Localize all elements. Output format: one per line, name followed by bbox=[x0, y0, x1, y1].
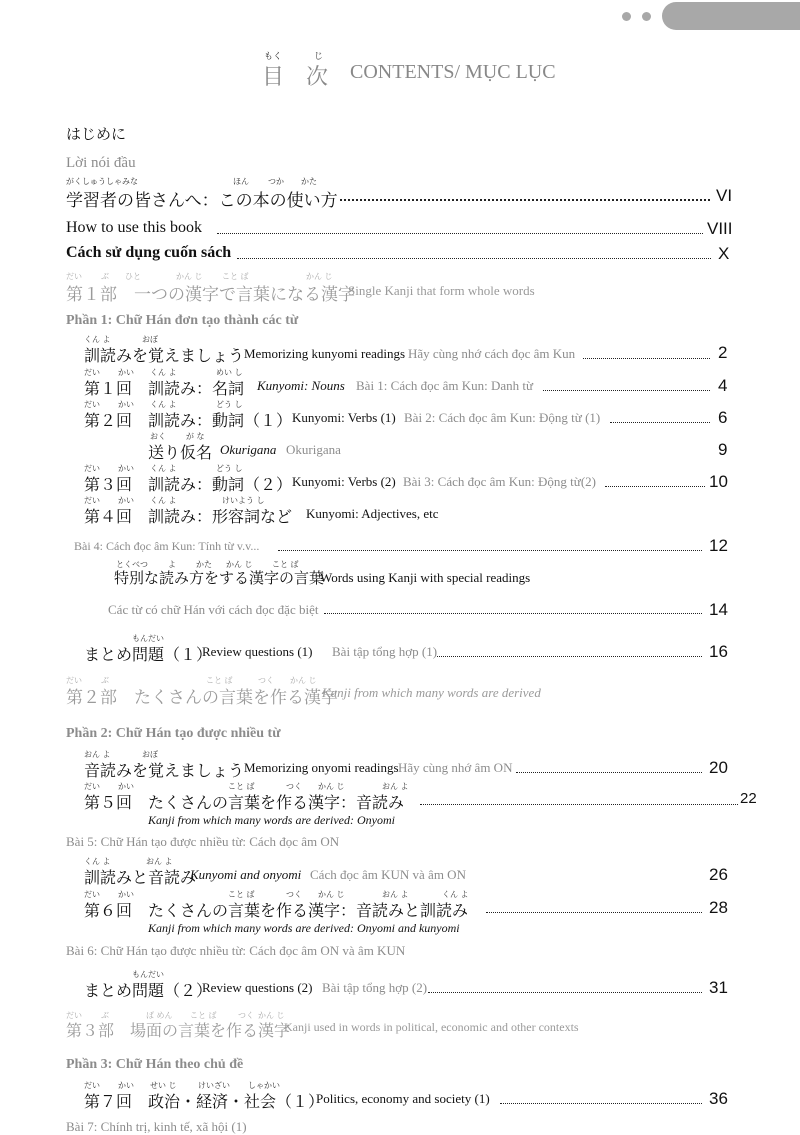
ruby: かん じ bbox=[318, 782, 345, 791]
part-title-en: Kanji from which many words are derived bbox=[322, 685, 541, 700]
intro-heading-vi: Lời nói đầu bbox=[66, 155, 136, 171]
toc-entry-en: Politics, economy and society (1) bbox=[316, 1091, 490, 1106]
ruby: おん よ bbox=[84, 750, 111, 759]
toc-entry-label: まとめ問題（２） bbox=[84, 981, 213, 1000]
lesson-number: 第６回 bbox=[84, 901, 133, 920]
ruby: かい bbox=[118, 1081, 134, 1090]
leader-dots bbox=[217, 233, 703, 234]
ruby: つく bbox=[238, 1011, 254, 1020]
ruby: かん じ bbox=[306, 272, 333, 281]
toc-entry-vi: Bài 5: Chữ Hán tạo được nhiều từ: Cách đọc âm ON bbox=[66, 834, 340, 849]
page-number: 14 bbox=[709, 600, 728, 619]
leader-dots bbox=[610, 422, 710, 423]
toc-entry-label: 特別な読み方をする漢字の言葉 bbox=[114, 569, 325, 587]
ruby: ひと bbox=[125, 272, 141, 281]
ruby: ば めん bbox=[146, 1011, 173, 1020]
ruby: かん じ bbox=[318, 890, 345, 899]
nav-dot-1 bbox=[622, 12, 631, 21]
part-title-vi: Phần 3: Chữ Hán theo chủ đề bbox=[66, 1057, 244, 1072]
ruby: だい bbox=[84, 400, 100, 409]
ruby: けいざい bbox=[198, 1081, 230, 1090]
leader-dots bbox=[486, 912, 702, 913]
toc-entry-label: 訓読みを覚えましょう bbox=[84, 346, 245, 365]
nav-dot-2 bbox=[642, 12, 651, 21]
toc-entry-en: Review questions (1) bbox=[202, 644, 313, 659]
toc-entry-en: Okurigana bbox=[220, 442, 277, 457]
page-number: 20 bbox=[709, 758, 728, 777]
toc-entry-en: Kunyomi: Verbs (2) bbox=[292, 474, 396, 489]
page-number: 28 bbox=[709, 898, 728, 917]
ruby: しゃかい bbox=[248, 1081, 280, 1090]
leader-dots bbox=[428, 992, 702, 993]
ruby: よ bbox=[168, 560, 176, 569]
leader-dots bbox=[543, 390, 710, 391]
ruby: かん じ bbox=[176, 272, 203, 281]
ruby: つく bbox=[258, 676, 274, 685]
ruby: こと ば bbox=[222, 272, 249, 281]
ruby: かた bbox=[301, 177, 317, 186]
ruby: おく bbox=[150, 432, 166, 441]
toc-entry-vi: Okurigana bbox=[286, 442, 341, 457]
part-title-vi: Phần 2: Chữ Hán tạo được nhiều từ bbox=[66, 726, 281, 741]
toc-entry-vi: Bài tập tổng hợp (2) bbox=[322, 980, 428, 995]
ruby: くん よ bbox=[150, 400, 177, 409]
toc-entry-label: How to use this book bbox=[66, 219, 202, 236]
leader-dots bbox=[516, 772, 702, 773]
leader-dots bbox=[420, 804, 738, 805]
page-number: VI bbox=[716, 186, 733, 205]
ruby: めい し bbox=[216, 368, 243, 377]
part-title-vi: Phần 1: Chữ Hán đơn tạo thành các từ bbox=[66, 313, 299, 328]
ruby: もんだい bbox=[132, 970, 164, 979]
ruby: ほん bbox=[233, 177, 249, 186]
ruby: くん よ bbox=[150, 496, 177, 505]
part-title-en: Kanji used in words in political, economic and other contexts bbox=[284, 1020, 579, 1034]
ruby: こと ば bbox=[228, 782, 255, 791]
toc-entry-vi: Bài tập tổng hợp (1) bbox=[332, 644, 438, 659]
title-ruby: もく bbox=[264, 52, 283, 62]
toc-entry-label: 訓読みと音読み bbox=[84, 868, 197, 887]
toc-entry-label: まとめ問題（１） bbox=[84, 645, 213, 664]
ruby: かい bbox=[118, 464, 134, 473]
toc-entry-vi: Hãy cùng nhớ cách đọc âm Kun bbox=[408, 346, 576, 361]
leader-dots bbox=[278, 550, 702, 551]
ruby: せい じ bbox=[150, 1081, 177, 1090]
ruby: くん よ bbox=[84, 857, 111, 866]
ruby: かい bbox=[118, 782, 134, 791]
part-title-jp: 第３部 場面の言葉を作る漢字 bbox=[66, 1021, 291, 1040]
toc-entry-label: 政治・経済・社会（１） bbox=[148, 1092, 325, 1111]
toc-entry-vi: Hãy cùng nhớ âm ON bbox=[398, 760, 513, 775]
ruby: みな bbox=[122, 177, 138, 186]
ruby: かい bbox=[118, 368, 134, 377]
page-number: 22 bbox=[740, 790, 757, 807]
toc-entry-label: 訓読み：形容詞など bbox=[148, 507, 293, 526]
ruby: だい bbox=[84, 890, 100, 899]
toc-entry-vi: Bài 1: Cách đọc âm Kun: Danh từ bbox=[356, 378, 534, 393]
toc-entry-label: 訓読み：名詞 bbox=[148, 379, 245, 398]
leader-dots bbox=[605, 486, 705, 487]
ruby: だい bbox=[84, 782, 100, 791]
ruby: かた bbox=[196, 560, 212, 569]
toc-entry-label: たくさんの言葉を作る漢字：音読みと訓読み bbox=[148, 901, 469, 920]
toc-entry-en: Kanji from which many words are derived: Onyomi and kunyomi bbox=[148, 921, 460, 935]
toc-entry-en: Review questions (2) bbox=[202, 980, 313, 995]
page-number: VIII bbox=[707, 219, 733, 238]
toc-entry-label: 音読みを覚えましょう bbox=[84, 761, 245, 780]
part-title-jp: 第１部 一つの漢字で言葉になる漢字 bbox=[66, 285, 355, 305]
lesson-number: 第４回 bbox=[84, 507, 133, 526]
toc-entry-en: Kanji from which many words are derived: Onyomi bbox=[148, 813, 395, 827]
ruby: くん よ bbox=[442, 890, 469, 899]
ruby: だい bbox=[84, 464, 100, 473]
toc-entry-en: Memorizing onyomi readings bbox=[244, 760, 399, 775]
toc-entry-label: 学習者の皆さんへ：この本の使い方 bbox=[66, 191, 338, 211]
toc-entry-vi: Bài 4: Cách đọc âm Kun: Tính từ v.v... bbox=[74, 539, 260, 553]
ruby: おん よ bbox=[382, 890, 409, 899]
ruby: もんだい bbox=[132, 634, 164, 643]
toc-entry-label: 訓読み：動詞（１） bbox=[148, 411, 293, 430]
leader-dots bbox=[437, 656, 702, 657]
ruby: どう し bbox=[216, 464, 243, 473]
leader-dots bbox=[324, 613, 702, 614]
ruby: くん よ bbox=[84, 335, 111, 344]
ruby: つく bbox=[286, 890, 302, 899]
lesson-number: 第５回 bbox=[84, 793, 133, 812]
ruby: こと ば bbox=[190, 1011, 217, 1020]
page-number: 6 bbox=[718, 408, 728, 427]
ruby: かい bbox=[118, 400, 134, 409]
leader-dots bbox=[237, 258, 711, 259]
intro-heading: はじめに bbox=[66, 125, 127, 143]
toc-entry-vi: Bài 6: Chữ Hán tạo được nhiều từ: Cách đọc âm ON và âm KUN bbox=[66, 943, 406, 958]
part-title-en: Single Kanji that form whole words bbox=[348, 283, 535, 298]
ruby: つか bbox=[268, 177, 284, 186]
ruby: ぶ bbox=[101, 1011, 109, 1020]
ruby: だい bbox=[66, 676, 82, 685]
ruby: だい bbox=[84, 368, 100, 377]
page-number: 10 bbox=[709, 472, 728, 491]
ruby: かん じ bbox=[226, 560, 253, 569]
ruby: おん よ bbox=[382, 782, 409, 791]
lesson-number: 第３回 bbox=[84, 475, 133, 494]
toc-entry-vi: Các từ có chữ Hán với cách đọc đặc biệt bbox=[108, 602, 319, 617]
chapter-tab bbox=[662, 2, 800, 30]
ruby: ぶ bbox=[101, 676, 109, 685]
ruby: がくしゅうしゃ bbox=[66, 177, 122, 186]
ruby: かい bbox=[118, 496, 134, 505]
page-title-jp: 目 次 bbox=[262, 65, 329, 90]
page-number: 16 bbox=[709, 642, 728, 661]
title-ruby: じ bbox=[314, 52, 324, 62]
ruby: おん よ bbox=[146, 857, 173, 866]
leader-dots bbox=[500, 1103, 702, 1104]
page-number: 2 bbox=[718, 343, 728, 362]
toc-entry-en: Kunyomi: Adjectives, etc bbox=[306, 506, 439, 521]
ruby: かん じ bbox=[290, 676, 317, 685]
toc-entry-vi: Cách đọc âm KUN và âm ON bbox=[310, 867, 466, 882]
leader-dots bbox=[583, 358, 710, 359]
toc-entry-label: たくさんの言葉を作る漢字：音読み bbox=[148, 793, 405, 812]
lesson-number: 第７回 bbox=[84, 1092, 133, 1111]
ruby: とくべつ bbox=[116, 560, 148, 569]
toc-entry-vi: Bài 3: Cách đọc âm Kun: Động từ(2) bbox=[403, 474, 596, 489]
page-number: 9 bbox=[718, 440, 728, 459]
page-number: 4 bbox=[718, 376, 728, 395]
ruby: かん じ bbox=[258, 1011, 285, 1020]
ruby: こと ば bbox=[206, 676, 233, 685]
ruby: が な bbox=[186, 432, 205, 441]
ruby: つく bbox=[286, 782, 302, 791]
ruby: ぶ bbox=[101, 272, 109, 281]
ruby: だい bbox=[66, 1011, 82, 1020]
ruby: けいよう し bbox=[222, 496, 265, 505]
lesson-number: 第１回 bbox=[84, 379, 133, 398]
toc-entry-en: Words using Kanji with special readings bbox=[320, 570, 531, 585]
ruby: おぼ bbox=[142, 750, 158, 759]
ruby: だい bbox=[84, 1081, 100, 1090]
toc-entry-label: 送り仮名 bbox=[148, 443, 213, 462]
toc-entry-vi: Bài 2: Cách đọc âm Kun: Động từ (1) bbox=[404, 410, 601, 425]
page-number: 36 bbox=[709, 1089, 728, 1108]
ruby: こと ば bbox=[228, 890, 255, 899]
toc-entry-vi: Bài 7: Chính trị, kinh tế, xã hội (1) bbox=[66, 1119, 247, 1134]
part-title-jp: 第２部 たくさんの言葉を作る漢字 bbox=[66, 688, 338, 708]
ruby: かい bbox=[118, 890, 134, 899]
leader-dots bbox=[340, 199, 710, 201]
toc-entry-en: Kunyomi: Nouns bbox=[257, 378, 345, 393]
ruby: おぼ bbox=[142, 335, 158, 344]
toc-entry-en: Memorizing kunyomi readings bbox=[244, 346, 406, 361]
page-number: 12 bbox=[709, 536, 728, 555]
page-number: X bbox=[718, 244, 730, 263]
ruby: こと ば bbox=[272, 560, 299, 569]
lesson-number: 第２回 bbox=[84, 411, 133, 430]
ruby: だい bbox=[66, 272, 82, 281]
toc-entry-label: Cách sử dụng cuốn sách bbox=[66, 244, 232, 261]
page-number: 31 bbox=[709, 978, 728, 997]
ruby: どう し bbox=[216, 400, 243, 409]
ruby: だい bbox=[84, 496, 100, 505]
ruby: くん よ bbox=[150, 368, 177, 377]
page-title-en: CONTENTS/ MỤC LỤC bbox=[350, 61, 556, 83]
toc-entry-label: 訓読み：動詞（２） bbox=[148, 475, 293, 494]
ruby: くん よ bbox=[150, 464, 177, 473]
toc-entry-en: Kunyomi: Verbs (1) bbox=[292, 410, 396, 425]
toc-entry-en: Kunyomi and onyomi bbox=[190, 867, 302, 882]
page-number: 26 bbox=[709, 865, 728, 884]
